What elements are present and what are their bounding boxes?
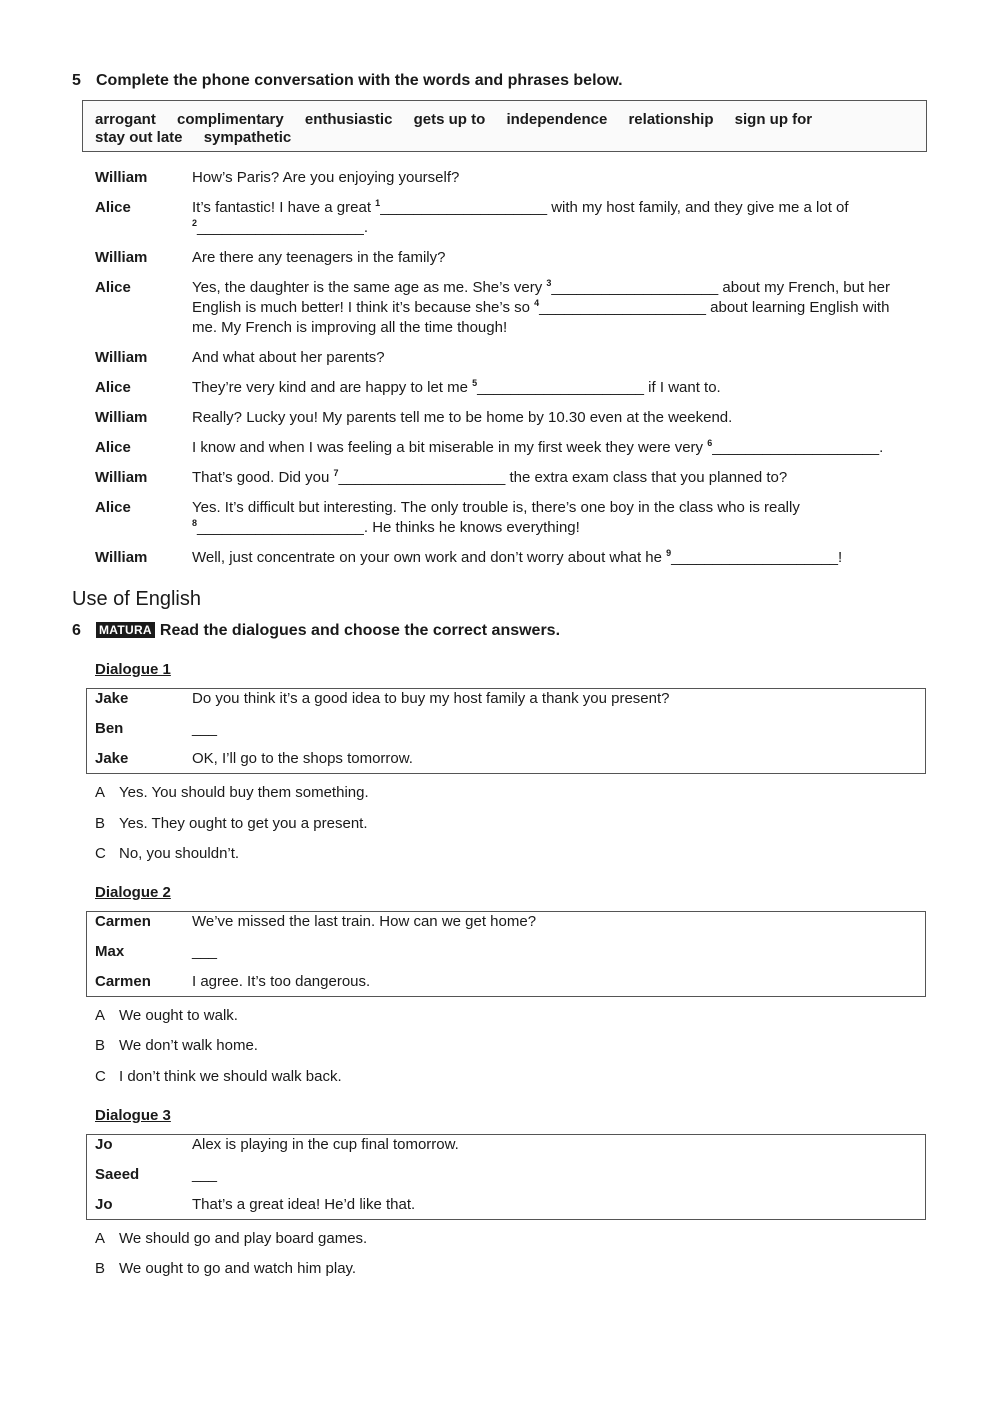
option-text: I don’t think we should walk back. xyxy=(119,1068,342,1085)
word-option: relationship xyxy=(628,111,714,128)
gap-number: 8 xyxy=(192,518,198,528)
word-bank-line-1 xyxy=(95,111,829,128)
answer-gap[interactable]: ____________________ about learning English with me. My French is improving all the time though! xyxy=(192,299,890,336)
option-text: Yes. You should buy them something. xyxy=(119,784,369,801)
exercise-6-heading xyxy=(72,622,560,640)
dialogue-text xyxy=(192,278,907,338)
answer-gap[interactable]: ____________________. xyxy=(712,439,884,456)
speaker-name: Alice xyxy=(95,499,131,516)
gap-number: 6 xyxy=(707,438,713,448)
exercise-number: 5 xyxy=(72,72,81,89)
gap-number: 1 xyxy=(375,198,381,208)
dialogue-text: Alex is playing in the cup final tomorrow. xyxy=(192,1136,459,1153)
text-segment: Yes. It’s difficult but interesting. The only trouble is, there’s one boy in the class who is really xyxy=(192,499,800,516)
word-bank-line-2 xyxy=(95,129,308,146)
dialogue-title: Dialogue 2 xyxy=(95,884,171,901)
speaker-name: Jake xyxy=(95,690,129,707)
gap-number: 5 xyxy=(472,378,478,388)
exercise-5-heading xyxy=(72,72,623,90)
answer-gap[interactable]: ____________________. He thinks he knows everything! xyxy=(197,519,580,536)
word-option: sign up for xyxy=(734,111,813,128)
word-option: sympathetic xyxy=(203,129,292,146)
dialogue-line xyxy=(95,1166,915,1186)
word-option: enthusiastic xyxy=(304,111,393,128)
dialogue-text xyxy=(192,198,907,238)
gap-number: 9 xyxy=(666,548,672,558)
option-letter: A xyxy=(95,1230,106,1247)
dialogue-line xyxy=(95,720,915,740)
answer-gap[interactable]: ____________________! xyxy=(671,549,843,566)
dialogue-text: Do you think it’s a good idea to buy my host family a thank you present? xyxy=(192,690,670,707)
word-option: independence xyxy=(506,111,608,128)
speaker-name: Alice xyxy=(95,199,131,216)
speaker-name: William xyxy=(95,349,148,366)
exercise-instruction: Complete the phone conversation with the words and phrases below. xyxy=(96,72,623,89)
speaker-name: Jake xyxy=(95,750,129,767)
option-text: No, you shouldn’t. xyxy=(119,845,240,862)
option-letter: B xyxy=(95,1037,106,1054)
text-segment: It’s fantastic! I have a great xyxy=(192,199,376,216)
speaker-name: Carmen xyxy=(95,913,151,930)
section-title: Use of English xyxy=(72,588,201,610)
option-text: We don’t walk home. xyxy=(119,1037,258,1054)
speaker-name: William xyxy=(95,549,148,566)
answer-gap[interactable]: ___ xyxy=(192,943,218,960)
answer-gap[interactable]: ____________________. xyxy=(197,219,369,236)
word-bank xyxy=(82,100,927,152)
dialogue-text: Are there any teenagers in the family? xyxy=(192,249,446,266)
answer-gap[interactable]: ___ xyxy=(192,720,218,737)
option-letter: C xyxy=(95,845,106,862)
speaker-name: William xyxy=(95,249,148,266)
dialogue-line xyxy=(95,690,915,710)
answer-option[interactable] xyxy=(95,1260,356,1277)
speaker-name: Alice xyxy=(95,279,131,296)
dialogue-text xyxy=(192,378,907,398)
exercise-number: 6 xyxy=(72,622,81,639)
answer-option[interactable] xyxy=(95,1007,238,1024)
exercise-instruction: Read the dialogues and choose the correct answers. xyxy=(159,622,561,639)
dialogue-text: How’s Paris? Are you enjoying yourself? xyxy=(192,169,460,186)
matura-badge: MATURA xyxy=(96,622,155,638)
dialogue-text: Really? Lucky you! My parents tell me to be home by 10.30 even at the weekend. xyxy=(192,409,733,426)
gap-number: 7 xyxy=(333,468,339,478)
answer-option[interactable] xyxy=(95,845,239,862)
dialogue-text: We’ve missed the last train. How can we get home? xyxy=(192,913,537,930)
answer-option[interactable] xyxy=(95,1037,258,1054)
speaker-name: Max xyxy=(95,943,125,960)
dialogue-text xyxy=(192,548,907,568)
word-option: gets up to xyxy=(413,111,486,128)
dialogue-text: I agree. It’s too dangerous. xyxy=(192,973,371,990)
gap-number: 2 xyxy=(192,218,198,228)
answer-gap[interactable]: ____________________ the extra exam class that you planned to? xyxy=(338,469,788,486)
speaker-name: William xyxy=(95,169,148,186)
dialogue-box xyxy=(86,911,926,997)
answer-option[interactable] xyxy=(95,815,368,832)
gap-number: 3 xyxy=(546,278,552,288)
dialogue-text: That’s a great idea! He’d like that. xyxy=(192,1196,416,1213)
dialogue-line xyxy=(95,943,915,963)
speaker-name: Jo xyxy=(95,1196,113,1213)
answer-option[interactable] xyxy=(95,1230,367,1247)
option-letter: B xyxy=(95,1260,106,1277)
option-letter: C xyxy=(95,1068,106,1085)
word-option: arrogant xyxy=(95,111,156,128)
answer-option[interactable] xyxy=(95,784,369,801)
text-segment: Yes, the daughter is the same age as me. She’s very xyxy=(192,279,547,296)
speaker-name: Saeed xyxy=(95,1166,140,1183)
text-segment: Well, just concentrate on your own work and don’t worry about what he xyxy=(192,549,667,566)
word-option: complimentary xyxy=(177,111,284,128)
speaker-name: Jo xyxy=(95,1136,113,1153)
answer-gap[interactable]: ____________________ about my French, but her English is much better! I think it’s because she’s so xyxy=(192,279,890,316)
option-letter: A xyxy=(95,784,106,801)
speaker-name: Ben xyxy=(95,720,124,737)
speaker-name: William xyxy=(95,469,148,486)
dialogue-text xyxy=(192,468,907,488)
text-segment: They’re very kind and are happy to let me xyxy=(192,379,473,396)
dialogue-line xyxy=(95,1196,915,1216)
dialogue-text xyxy=(192,498,907,538)
text-segment: That’s good. Did you xyxy=(192,469,334,486)
dialogue-line xyxy=(95,750,915,770)
gap-number: 4 xyxy=(534,298,540,308)
dialogue-title: Dialogue 1 xyxy=(95,661,171,678)
dialogue-line xyxy=(95,913,915,933)
option-letter: A xyxy=(95,1007,106,1024)
answer-gap[interactable]: ___ xyxy=(192,1166,218,1183)
speaker-name: Alice xyxy=(95,379,131,396)
speaker-name: William xyxy=(95,409,148,426)
speaker-name: Alice xyxy=(95,439,131,456)
option-text: Yes. They ought to get you a present. xyxy=(119,815,368,832)
option-letter: B xyxy=(95,815,106,832)
answer-option[interactable] xyxy=(95,1068,342,1085)
dialogue-text: OK, I’ll go to the shops tomorrow. xyxy=(192,750,413,767)
dialogue-line xyxy=(95,1136,915,1156)
option-text: We ought to go and watch him play. xyxy=(119,1260,357,1277)
word-option: stay out late xyxy=(95,129,183,146)
dialogue-line xyxy=(95,973,915,993)
dialogue-box xyxy=(86,688,926,774)
dialogue-title: Dialogue 3 xyxy=(95,1107,171,1124)
answer-gap[interactable]: ____________________ with my host family, and they give me a lot of xyxy=(380,199,849,216)
option-text: We should go and play board games. xyxy=(119,1230,368,1247)
option-text: We ought to walk. xyxy=(119,1007,238,1024)
dialogue-box xyxy=(86,1134,926,1220)
dialogue-text: And what about her parents? xyxy=(192,349,385,366)
dialogue-text xyxy=(192,438,907,458)
speaker-name: Carmen xyxy=(95,973,151,990)
text-segment: I know and when I was feeling a bit miserable in my first week they were very xyxy=(192,439,708,456)
answer-gap[interactable]: ____________________ if I want to. xyxy=(477,379,721,396)
